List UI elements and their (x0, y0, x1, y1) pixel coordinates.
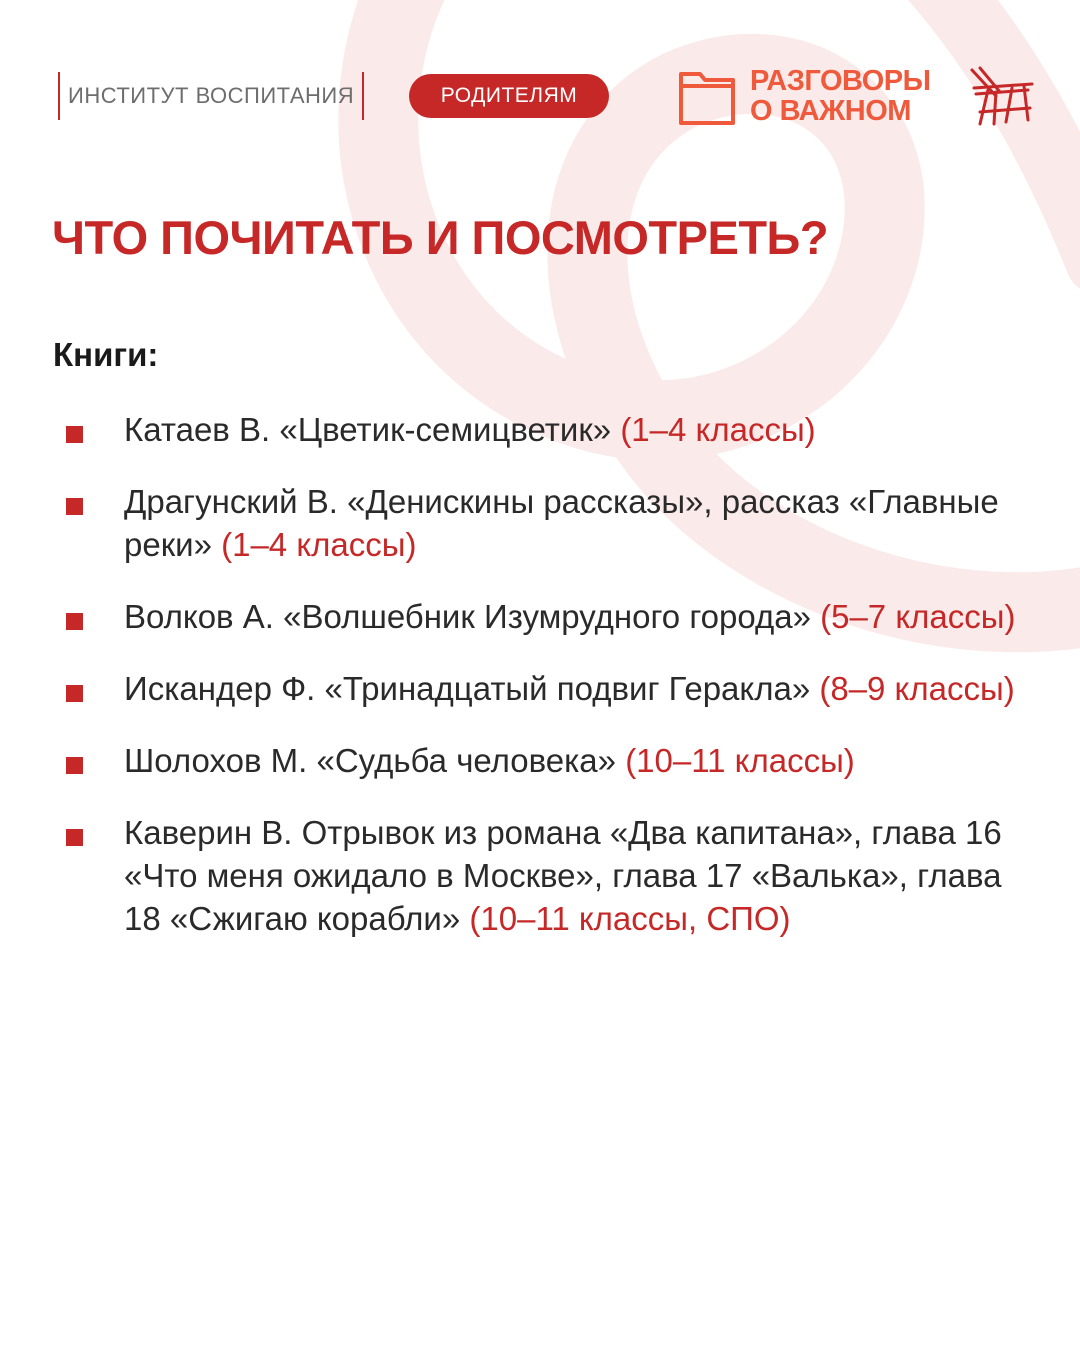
book-title: Шолохов М. «Судьба человека» (10–11 классы) (124, 742, 855, 779)
list-item (66, 408, 1026, 451)
list-item (66, 480, 1026, 566)
list-item (66, 667, 1026, 710)
book-title: Искандер Ф. «Тринадцатый подвиг Геракла» (8–9 классы) (124, 670, 1015, 707)
list-item (66, 739, 1026, 782)
grade-range: (1–4 классы) (620, 411, 816, 448)
book-title: Катаев В. «Цветик-семицветик» (1–4 классы) (124, 411, 816, 448)
bullet-square-icon (66, 829, 83, 846)
folder-icon (678, 66, 736, 126)
book-list (66, 408, 1026, 969)
list-item (66, 595, 1026, 638)
brand-line-2: О ВАЖНОМ (750, 95, 911, 127)
book-title: Каверин В. Отрывок из романа «Два капитана», глава 16 «Что меня ожидало в Москве», глава 17 «Валька», глава 18 «Сжигаю корабли» (10–11 классы, СПО) (124, 814, 1002, 937)
book-title: Драгунский В. «Денискины рассказы», рассказ «Главные реки» (1–4 классы) (124, 483, 999, 563)
books-heading: Книги: (53, 336, 159, 373)
bullet-square-icon (66, 613, 83, 630)
page-title: ЧТО ПОЧИТАТЬ И ПОСМОТРЕТЬ? (52, 211, 829, 264)
bullet-square-icon (66, 498, 83, 515)
brand-title (750, 66, 931, 126)
institute-label (58, 72, 364, 120)
brand-logo (678, 66, 931, 126)
grade-range: (10–11 классы) (625, 742, 855, 779)
grade-range: (5–7 классы) (820, 598, 1016, 635)
grade-range: (1–4 классы) (221, 526, 417, 563)
grade-range: (10–11 классы, СПО) (469, 900, 791, 937)
brand-line-1: РАЗГОВОРЫ (750, 65, 931, 97)
grade-range: (8–9 классы) (819, 670, 1015, 707)
bullet-square-icon (66, 757, 83, 774)
header (58, 65, 1038, 132)
audience-badge: РОДИТЕЛЯМ (409, 74, 609, 118)
list-item (66, 811, 1026, 940)
book-title: Волков А. «Волшебник Изумрудного города» (5–7 классы) (124, 598, 1016, 635)
chair-logo-icon (966, 66, 1038, 128)
bullet-square-icon (66, 426, 83, 443)
institute-text: ИНСТИТУТ ВОСПИТАНИЯ (68, 83, 355, 108)
bullet-square-icon (66, 685, 83, 702)
